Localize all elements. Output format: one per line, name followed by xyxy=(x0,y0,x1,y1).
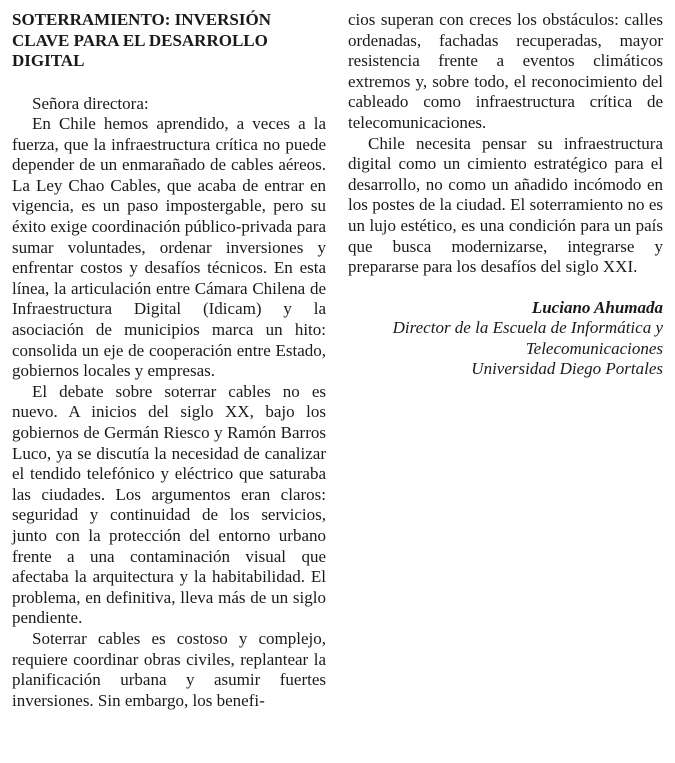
author-institution: Universidad Diego Portales xyxy=(471,359,663,379)
headline: SOTERRAMIENTO: INVERSIÓN CLAVE PARA EL DESARROLLO DIGITAL xyxy=(12,10,271,70)
signature-block xyxy=(348,298,663,380)
left-column xyxy=(12,10,326,711)
paragraph-1: En Chile hemos aprendido, a veces a la fuerza, que la infraestructura crítica no puede depender de un enmarañado de cables aéreos. La Ley Chao Cables, que acaba de entrar en vigencia, es un paso impostergable, pero su éxito exige coordinación público-privada para sumar voluntades, ordenar inversiones y enfrentar costos y desafíos técnicos. En esta línea, la articulación entre Cámara Chilena de Infraestructura Digital (Idicam) y la asociación de municipios marca un hito: consolida un eje de cooperación entre Estado, gobiernos locales y empresas. xyxy=(12,114,326,381)
salutation: Señora directora: xyxy=(32,93,149,113)
author-name: Luciano Ahumada xyxy=(531,297,663,317)
paragraph-3: Soterrar cables es costoso y complejo, requiere coordinar obras civiles, replantear la planificación urbana y asumir fuertes inversiones. Sin embargo, los benefi- xyxy=(12,628,326,710)
paragraph-2: El debate sobre soterrar cables no es nuevo. A inicios del siglo XX, bajo los gobiernos de Germán Riesco y Ramón Barros Luco, ya se discutía la necesidad de canalizar el tendido telefónico y eléctrico que saturaba las ciudades. Los argumentos eran claros: seguridad y continuidad de los servicios, junto con la protección del entorno urbano frente a una contaminación visual que afectaba la arquitectura y la habitabilidad. El problema, en definitiva, lleva más de un siglo pendiente. xyxy=(12,381,326,628)
author-title-line-2: Telecomunicaciones xyxy=(525,338,663,358)
paragraph-3-continued: cios superan con creces los obstáculos: calles ordenadas, fachadas recuperadas, mayor resistencia frente a eventos climáticos extremos y, sobre todo, el reconocimiento del cableado como infraestructura crítica de telecomunicaciones. xyxy=(348,10,663,132)
paragraph-4: Chile necesita pensar su infraestructura digital como un cimiento estratégico para el desarrollo, no como un añadido incómodo en los postes de la ciudad. El soterramiento no es un lujo estético, es una condición para un país que busca modernizarse, integrarse y prepararse para los desafíos del siglo XXI. xyxy=(348,133,663,277)
right-column xyxy=(348,10,663,380)
author-title-line-1: Director de la Escuela de Informática y xyxy=(392,318,663,338)
